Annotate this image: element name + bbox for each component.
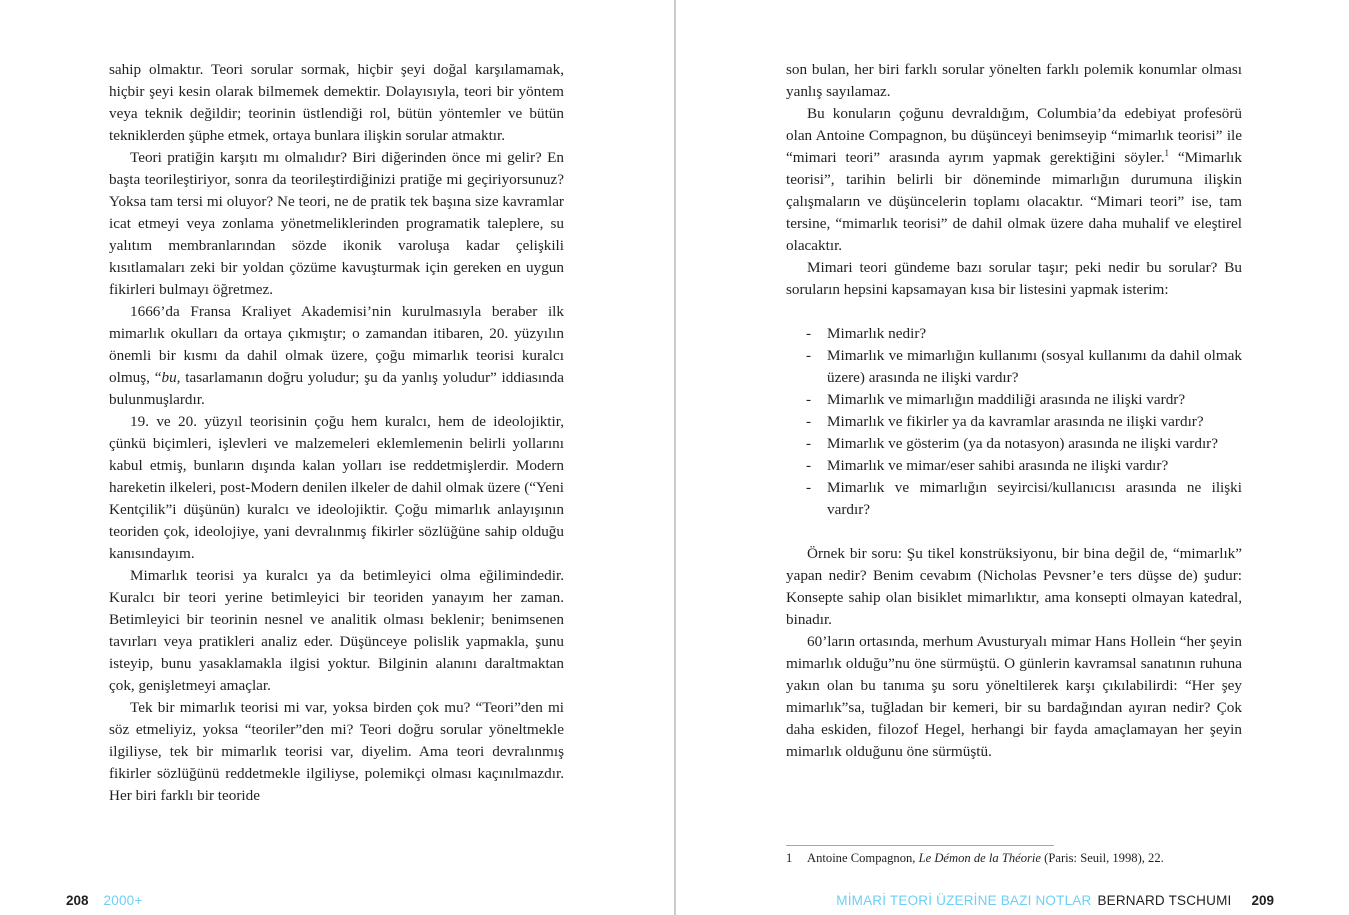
footnote-author: Antoine Compagnon, xyxy=(807,851,919,865)
paragraph: Tek bir mimarlık teorisi mi var, yoksa birden çok mu? “Teori”den mi söz etmeliyiz, yoksa “teoriler”den mi? Teori doğru sorular yöneltmekle ilgiliyse, tek bir mimarlık teorisi var, diyelim. Ama teori devralınmış fikirler sözlüğünü reddetmekle ilgiliyse, polemikçi olması kaçınılmazdır. Her biri farklı bir teoride xyxy=(109,699,564,804)
footnote xyxy=(786,850,1246,866)
paragraph: Teori pratiğin karşıtı mı olmalıdır? Biri diğerinden önce mi gelir? En başta teorileştiriyor, sonra da teorileştirdiğinizi pratiğe mi geçiriyorsunuz? Yoksa tam tersi mi oluyor? Ne teori, ne de pratik tek başına size kavramlar icat etmeyi veya zonlama yönetmeliklerinden programatik taleplere, su yalıtım membranlarından sözde ikonik varoluşa kadar çelişkili kısıtlamaları zeki bir yoldan çözüme kavuşturmak için gereken en uygun fikirleri bulmayı öğretmez. xyxy=(109,149,564,298)
list-item-text: Mimarlık ve mimarlığın seyircisi/kullanıcısı arasında ne ilişki vardır? xyxy=(827,479,1242,518)
paragraph: Mimari teori gündeme bazı sorular taşır; peki nedir bu sorular? Bu soruların hepsini kapsamayan kısa bir listesini yapmak isterim: xyxy=(786,259,1242,298)
list-item xyxy=(786,323,1242,345)
list-item xyxy=(786,389,1242,411)
list-item xyxy=(786,411,1242,433)
running-chapter-title: MİMARİ TEORİ ÜZERİNE BAZI NOTLAR xyxy=(836,893,1092,908)
paragraph-text: “Mimarlık teorisi”, tarihin belirli bir döneminde mimarlığın durumuna ilişkin çalışmaların ve düşüncelerin toplamı olacaktır. “Mimari teori” ise, tam tersine, “mimarlık teorisi” de dahil olmak üzere daha muhalif ve eleştirel olacaktır. xyxy=(786,149,1242,254)
running-section-title: 2000+ xyxy=(103,893,143,908)
footnote-number: 1 xyxy=(786,851,793,865)
paragraph-text: 1666’da Fransa Kraliyet Akademisi’nin kurulmasıyla beraber ilk mimarlık okulları da ortaya çıkmıştır; o zamandan itibaren, 20. yüzyılın önemli bir kısmı da dahil olmak üzere, çoğu mimarlık teorisi kuralcı olmuş, “ xyxy=(109,303,564,386)
paragraph: 19. ve 20. yüzyıl teorisinin çoğu hem kuralcı, hem de ideolojiktir, çünkü biçimleri, işlevleri ve malzemeleri eklemlemenin belirli yollarını kabul etmiş, bunların dışında kalan yolları ise reddetmişlerdir. Modern hareketin ilkeleri, post-Modern denilen ilkeler de dahil olmak üzere (“Yeni Kentçilik”i düşünün) kuralcı ve ideolojiktir. Çoğu mimarlık anlayışının teoriden çok, ideolojiye, yani devralınmış fikirler sözlüğüne sahip olduğu kanısındayım. xyxy=(109,413,564,562)
list-item xyxy=(786,345,1242,389)
dash-bullet-icon: - xyxy=(806,457,812,474)
list-item-text: Mimarlık ve mimar/eser sahibi arasında ne ilişki vardır? xyxy=(827,457,1169,474)
right-body-text xyxy=(786,59,1242,763)
list-item-text: Mimarlık ve mimarlığın kullanımı (sosyal kullanımı da dahil olmak üzere) arasında ne ilişki vardır? xyxy=(827,347,1242,386)
list-item-text: Mimarlık ve fikirler ya da kavramlar arasında ne ilişki vardır? xyxy=(827,413,1204,430)
list-item-text: Mimarlık nedir? xyxy=(827,325,927,342)
list-item-text: Mimarlık ve gösterim (ya da notasyon) arasında ne ilişki vardır? xyxy=(827,435,1218,452)
right-footer xyxy=(836,893,1274,910)
list-item xyxy=(786,433,1242,455)
paragraph: sahip olmaktır. Teori sorular sormak, hiçbir şeyi doğal karşılamamak, hiçbir şeyi kesin olarak bilmemek demektir. Dolayısıyla, teori bir yöntem veya teknik değildir; teorinin üstlendiği rol, bütün yöntemler ve bütün tekniklerden şüphe etmek, ortaya bunlara ilişkin sorular atmaktır. xyxy=(109,61,564,144)
dash-bullet-icon: - xyxy=(806,325,812,342)
left-page xyxy=(0,0,674,915)
footnote-reference[interactable]: 1 xyxy=(1164,147,1169,158)
list-item xyxy=(786,477,1242,521)
list-item xyxy=(786,455,1242,477)
left-body-text xyxy=(109,59,564,807)
footnote-citation: (Paris: Seuil, 1998), 22. xyxy=(1041,851,1164,865)
page-number: 209 xyxy=(1251,893,1274,908)
paragraph xyxy=(109,301,564,411)
paragraph: Örnek bir soru: Şu tikel konstrüksiyonu, bir bina değil de, “mimarlık” yapan nedir? Benim cevabım (Nicholas Pevsner’e ters düşse de) şudur: Konsepte sahip olan bisiklet mimarlıktır, ama konsepti olmayan katedral, binadır. xyxy=(786,545,1242,628)
spacer xyxy=(786,521,1242,543)
footnote-separator xyxy=(786,845,1054,846)
paragraph: 60’ların ortasında, merhum Avusturyalı mimar Hans Hollein “her şeyin mimarlık olduğu”nu öne sürmüştü. O günlerin kavramsal sanatının ruhuna yakın olan bu tanıma şu soru yöneltilerek karşı çıkılabilirdi: “Her şey mimarlık”sa, tuğladan bir kemeri, bir su bardağından ayıran nedir? Çok daha eskiden, filozof Hegel, herhangi bir fayda amaçlamayan her şeyin mimarlık olduğunu öne sürmüştü. xyxy=(786,633,1242,760)
italic-text: bu, xyxy=(161,369,181,386)
paragraph xyxy=(786,103,1242,257)
question-list xyxy=(786,323,1242,521)
left-footer xyxy=(66,893,142,910)
dash-bullet-icon: - xyxy=(806,413,812,430)
list-item-text: Mimarlık ve mimarlığın maddiliği arasında ne ilişki vardr? xyxy=(827,391,1186,408)
dash-bullet-icon: - xyxy=(806,347,812,364)
running-author: BERNARD TSCHUMI xyxy=(1097,893,1232,908)
dash-bullet-icon: - xyxy=(806,435,812,452)
footnote-title: Le Démon de la Théorie xyxy=(918,851,1042,865)
dash-bullet-icon: - xyxy=(806,479,812,496)
paragraph-text: Bu konuların çoğunu devraldığım, Columbia’da edebiyat profesörü olan Antoine Compagnon, bu düşünceyi benimseyip “mimarlık teorisi” ile “mimari teori” arasında ayrım yapmak gerektiğini söyler. xyxy=(786,105,1242,166)
page-number: 208 xyxy=(66,893,89,908)
spacer xyxy=(786,301,1242,323)
paragraph: Mimarlık teorisi ya kuralcı ya da betimleyici olma eğilimindedir. Kuralcı bir teori yerine betimleyici bir teoriden yanayım her zaman. Betimleyici bir teorinin nesnel ve analitik olması beklenir; benimsenen tavırları veya pratikleri analiz eder. Düşünceye polislik yapmakla, şunu isteyip, bunu yasaklamakla ilgisi yoktur. Bilginin alanını daraltmaktan çok, genişletmeyi amaçlar. xyxy=(109,567,564,694)
dash-bullet-icon: - xyxy=(806,391,812,408)
paragraph-text: tasarlamanın doğru yoludur; şu da yanlış yoludur” iddiasında bulunmuşlardır. xyxy=(109,369,564,408)
paragraph: son bulan, her biri farklı sorular yönelten farklı polemik konumlar olması yanlış sayılamaz. xyxy=(786,61,1242,100)
